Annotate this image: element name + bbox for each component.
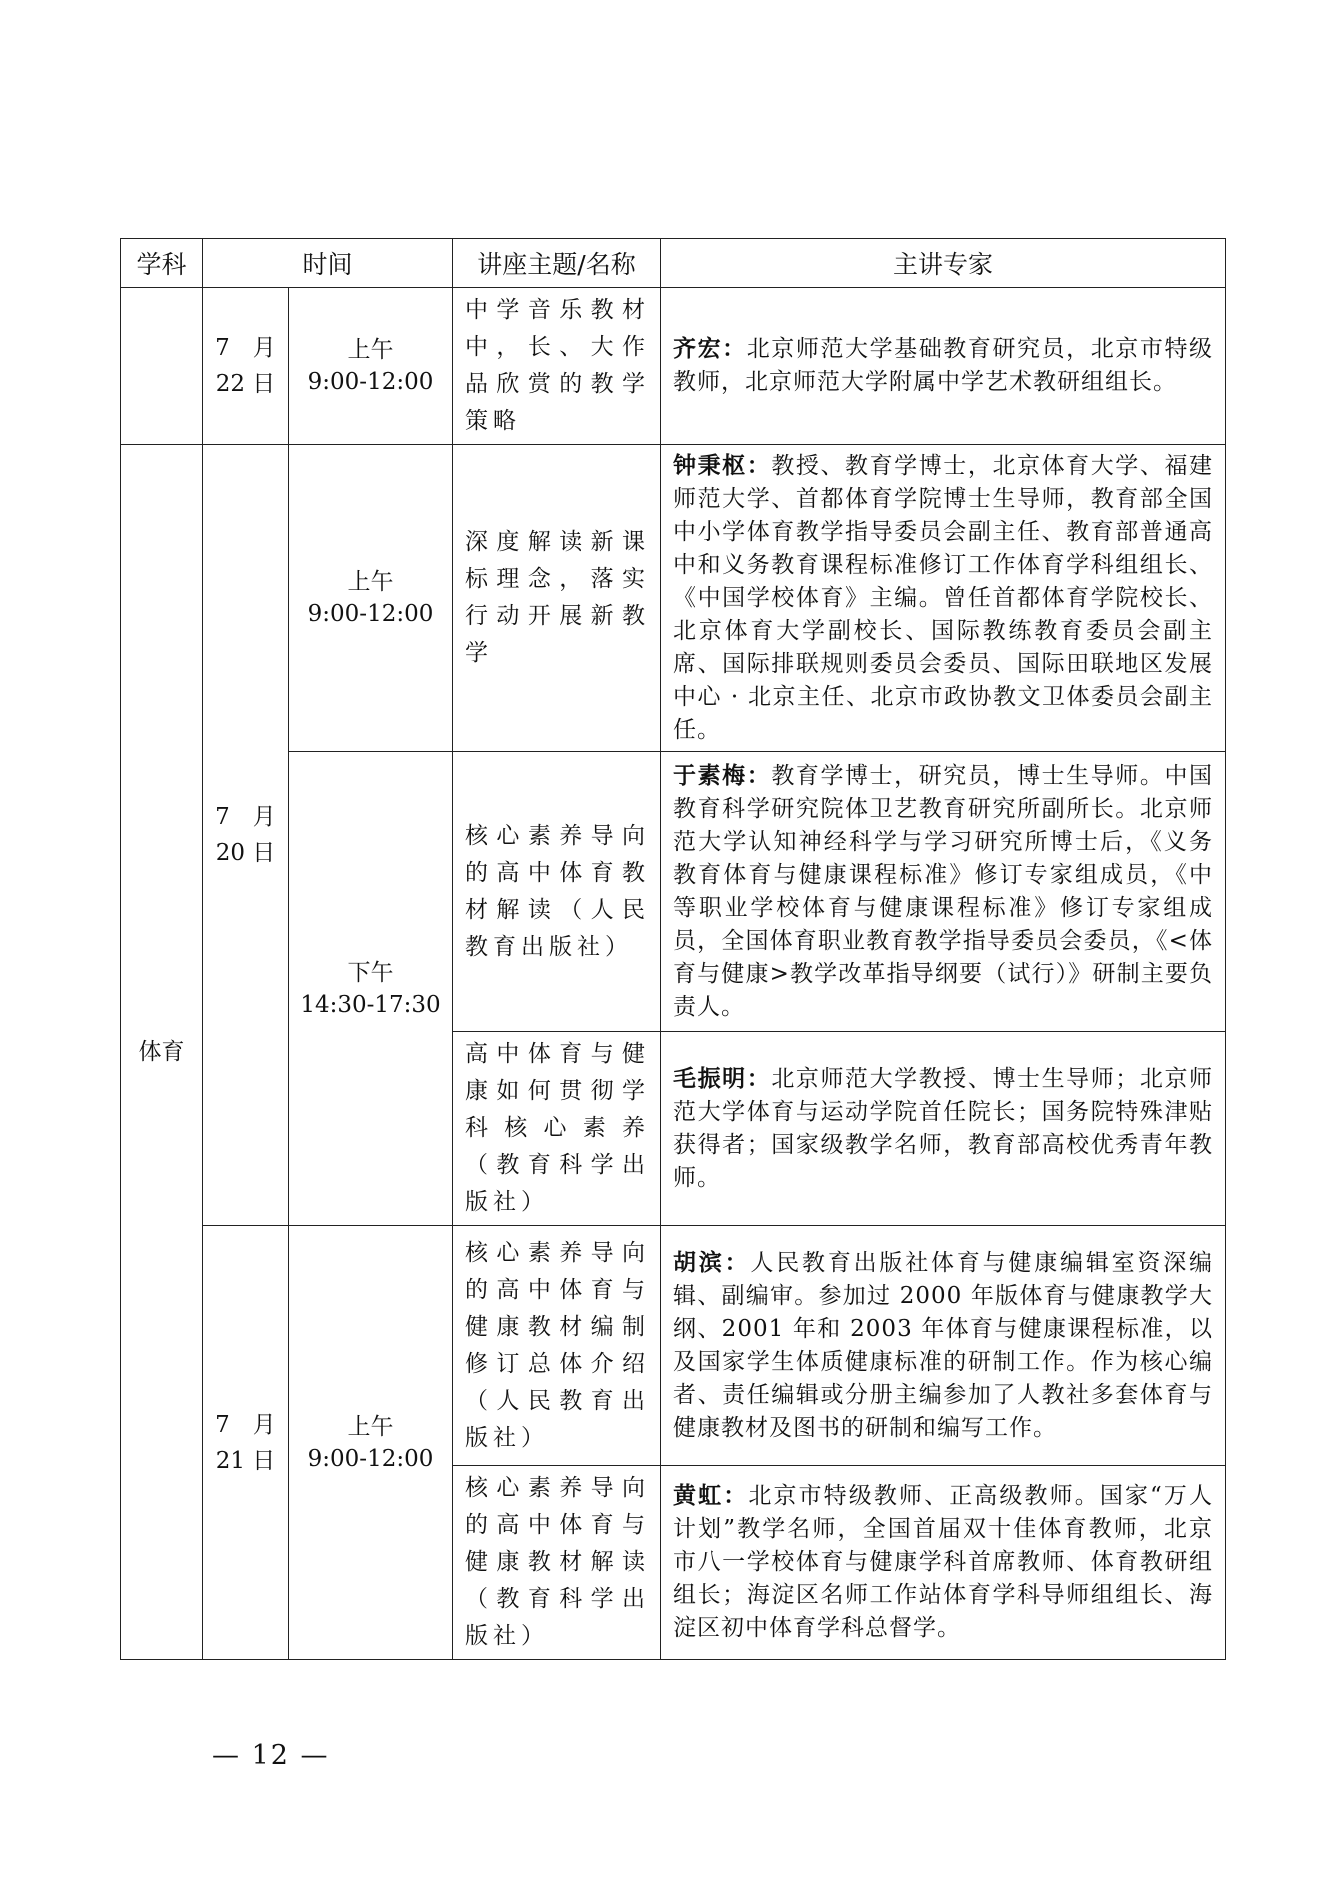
date-day: 21 日 xyxy=(215,1447,276,1474)
topic-cell: 核心素养导向的高中体育与健康教材解读（教育科学出版社） xyxy=(453,1466,661,1660)
date-month: 7 月 xyxy=(215,1411,276,1438)
expert-desc: 人民教育出版社体育与健康编辑室资深编辑、副编审。参加过 2000 年版体育与健康教学大纲、2001 年和 2003 年体育与健康课程标准，以及国家学生体质健康标准的研制工作。作为核心编者、责任编辑或分册主编参加了人教社多套体育与健康教材及图书的研制和编写工作。 xyxy=(673,1249,1214,1441)
time-cell-20-am xyxy=(289,445,453,752)
expert-name: 毛振明： xyxy=(673,1065,772,1092)
header-time: 时间 xyxy=(203,239,453,288)
date-month: 7 月 xyxy=(215,804,276,830)
topic-cell: 深度解读新课标理念，落实行动开展新教学 xyxy=(453,445,661,752)
table-row-pe-20-am xyxy=(121,445,1226,752)
table-row-pe-21-1 xyxy=(121,1226,1226,1466)
header-topic: 讲座主题/名称 xyxy=(453,239,661,288)
date-cell-21 xyxy=(203,1226,289,1660)
schedule-table xyxy=(120,238,1226,1660)
expert-name: 黄虹： xyxy=(673,1483,749,1509)
header-subject: 学科 xyxy=(121,239,203,288)
expert-desc: 教育学博士，研究员，博士生导师。中国教育科学研究院体卫艺教育研究所副所长。北京师范大学认知神经科学与学习研究所博士后，《义务教育体育与健康课程标准》修订专家组成员，《中等职业学校体育与健康课程标准》修订专家组成员，全国体育职业教育教学指导委员会委员，《<体育与健康>教学改革指导纲要（试行）》研制主要负责人。 xyxy=(673,762,1214,1020)
hours-label: 14:30-17:30 xyxy=(300,991,441,1018)
topic-cell: 核心素养导向的高中体育教材解读（人民教育出版社） xyxy=(453,752,661,1032)
subject-cell-pe: 体育 xyxy=(121,445,203,1660)
expert-name: 齐宏： xyxy=(673,336,747,362)
expert-cell xyxy=(661,1466,1226,1660)
topic-cell: 高中体育与健康如何贯彻学科核心素养（教育科学出版社） xyxy=(453,1032,661,1226)
date-day: 20 日 xyxy=(215,840,276,866)
time-cell-20-pm xyxy=(289,752,453,1226)
expert-desc: 北京师范大学教授、博士生导师；北京师范大学体育与运动学院首任院长；国务院特殊津贴获得者；国家级教学名师，教育部高校优秀青年教师。 xyxy=(673,1065,1214,1191)
expert-name: 胡滨： xyxy=(673,1249,751,1276)
hours-label: 9:00-12:00 xyxy=(307,1445,434,1472)
date-cell-20 xyxy=(203,445,289,1226)
expert-name: 钟秉枢： xyxy=(673,452,772,479)
period-label: 上午 xyxy=(347,569,394,595)
hours-label: 9:00-12:00 xyxy=(307,601,434,627)
expert-desc: 教授、教育学博士，北京体育大学、福建师范大学、首都体育学院博士生导师，教育部全国中小学体育教学指导委员会副主任、教育部普通高中和义务教育课程标准修订工作体育学科组组长、《中国学校体育》主编。曾任首都体育学院校长、北京体育大学副校长、国际教练教育委员会副主席、国际排联规则委员会委员、国际田联地区发展中心 · 北京主任、北京市政协教文卫体委员会副主任。 xyxy=(673,452,1214,743)
date-cell-22 xyxy=(203,288,289,445)
topic-cell: 核心素养导向的高中体育与健康教材编制修订总体介绍（人民教育出版社） xyxy=(453,1226,661,1466)
header-expert: 主讲专家 xyxy=(661,239,1226,288)
topic-cell: 中学音乐教材中，长、大作品欣赏的教学策略 xyxy=(453,288,661,445)
expert-desc: 北京师范大学基础教育研究员，北京市特级教师，北京师范大学附属中学艺术教研组组长。 xyxy=(673,336,1214,395)
expert-cell xyxy=(661,288,1226,445)
time-cell-21-am xyxy=(289,1226,453,1660)
header-row xyxy=(121,239,1226,288)
expert-cell xyxy=(661,1032,1226,1226)
expert-cell xyxy=(661,752,1226,1032)
date-day: 22 日 xyxy=(215,371,276,397)
period-label: 上午 xyxy=(347,337,394,363)
page-number: — 12 — xyxy=(212,1740,330,1771)
expert-name: 于素梅： xyxy=(673,762,772,789)
time-cell-22-am xyxy=(289,288,453,445)
expert-desc: 北京市特级教师、正高级教师。国家“万人计划”教学名师，全国首届双十佳体育教师，北京市八一学校体育与健康学科首席教师、体育教研组组长；海淀区名师工作站体育学科导师组组长、海淀区初中体育学科总督学。 xyxy=(673,1483,1214,1641)
expert-cell xyxy=(661,1226,1226,1466)
expert-cell xyxy=(661,445,1226,752)
hours-label: 9:00-12:00 xyxy=(307,369,434,395)
table-row-music xyxy=(121,288,1226,445)
period-label: 上午 xyxy=(347,1413,394,1440)
subject-cell-empty xyxy=(121,288,203,445)
period-label: 下午 xyxy=(347,959,394,986)
date-month: 7 月 xyxy=(215,335,276,361)
